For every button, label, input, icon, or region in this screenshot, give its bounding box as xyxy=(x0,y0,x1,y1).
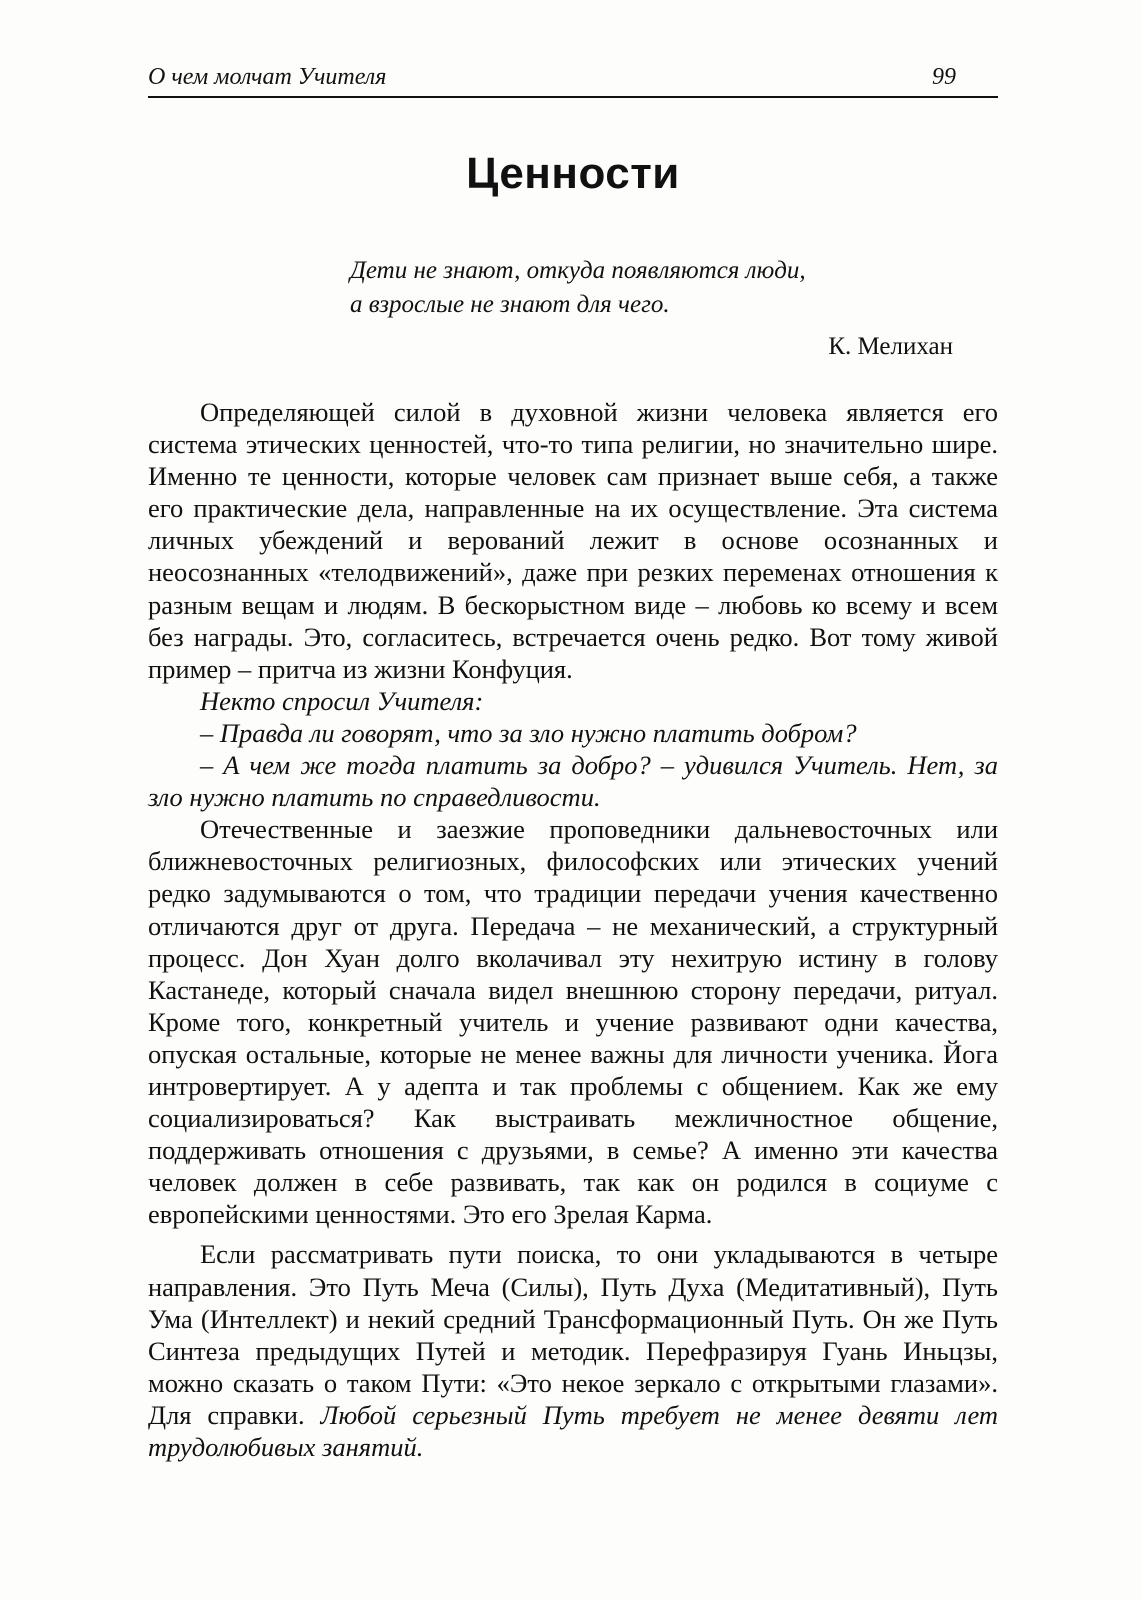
paragraph-parable-answer: – А чем же тогда платить за добро? – удивился Учитель. Нет, за зло нужно платить по справедливости. xyxy=(148,750,998,813)
epigraph-author: К. Мелихан xyxy=(828,333,953,360)
paragraph-parable-intro: Некто спросил Учителя: xyxy=(200,685,484,716)
paragraph-teaching-transmission: Отечественные и заезжие проповедники дальневосточных или ближневосточных религиозных, философских или этических учений редко задумываются о том, что традиции передачи учения качественно отличаются друг от друга. Передача – не механический, а структурный процесс. Дон Хуан долго вколачивал эту нехитрую истину в голову Кастанеде, который сначала видел внешнюю сторону передачи, ритуал. Кроме того, конкретный учитель и учение развивают одни качества, опуская остальные, которые не менее важны для личности ученика. Йога интровертирует. А у адепта и так проблемы с общением. Как же ему социализироваться? Как выстраивать межличностное общение, поддерживать отношения с друзьями, в семье? А именно эти качества человек должен в себе развивать, так как он родился в социуме с европейскими ценностями. Это его Зрелая Карма. xyxy=(148,814,998,1230)
paragraph-values-definition: Определяющей силой в духовной жизни человека является его система этических ценностей, что-то типа религии, но значительно шире. Именно те ценности, которые человек сам признает выше себя, а также его практические дела, направленные на их осуществление. Эта система личных убеждений и верований лежит в основе осознанных и неосознанных «телодвижений», даже при резких переменах отношения к разным вещам и людям. В бескорыстном виде – любовь ко всему и всем без награды. Это, согласитесь, встречается очень редко. Вот тому живой пример – притча из жизни Конфуция. xyxy=(148,397,998,684)
running-header-title: О чем молчат Учителя xyxy=(148,64,387,90)
epigraph-line-2: а взрослые не знают для чего. xyxy=(350,291,670,318)
paragraph-four-paths xyxy=(148,1238,998,1463)
paragraph-parable-question: – Правда ли говорят, что за зло нужно платить добром? xyxy=(200,717,857,748)
four-paths-text: Если рассматривать пути поиска, то они укладываются в четыре направления. Это Путь Меча (Силы), Путь Духа (Медитативный), Путь Ума (Интеллект) и некий средний Трансформационный Путь. Он же Путь Синтеза предыдущих Путей и методик. Перефразируя Гуань Иньцзы, можно сказать о таком Пути: «Это некое зеркало с открытыми глазами». Для справки. xyxy=(148,1239,998,1430)
four-paths-italic-note: Любой серьезный Путь требует не менее девяти лет трудолюбивых занятий. xyxy=(148,1399,999,1462)
chapter-title: Ценности xyxy=(466,149,680,198)
epigraph xyxy=(350,254,960,322)
epigraph-line-1: Дети не знают, откуда появляются люди, xyxy=(350,257,806,284)
running-header xyxy=(148,62,998,98)
body-text xyxy=(148,396,998,1463)
page-number: 99 xyxy=(932,64,956,90)
